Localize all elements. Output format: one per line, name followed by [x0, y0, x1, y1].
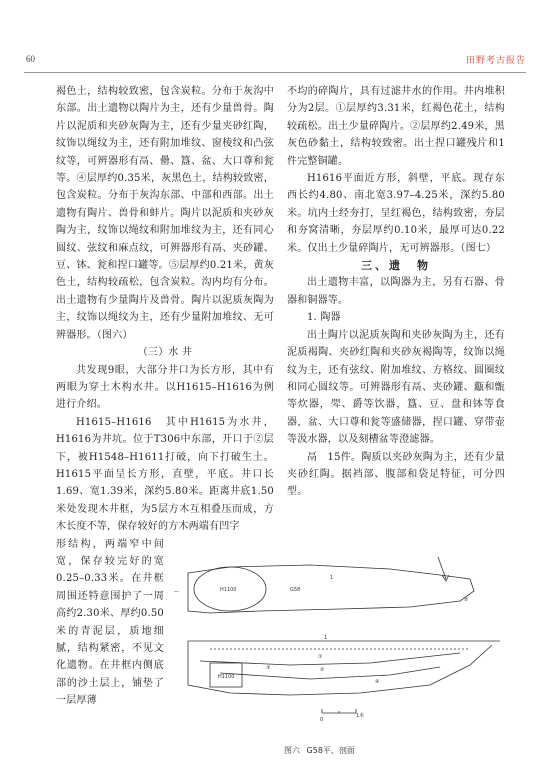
- subsection-heading: 1. 陶器: [307, 312, 341, 324]
- figure-g58-plan-section: [170, 545, 510, 755]
- figure-label: 1: [330, 575, 334, 581]
- header-rule: [24, 72, 526, 73]
- figure-label: ①: [318, 654, 323, 660]
- figure-label: ④: [375, 679, 380, 685]
- paragraph: 不均的碎陶片，具有过滤井水的作用。井内堆积分为2层。①层厚约3.31米，红褐色花土，结构较疏松。出土少量碎陶片。②层厚约2.49米，黑灰色砂黏土，结构较致密。出土捏口罐残片和1件完整铜罐。: [287, 86, 505, 167]
- paragraph-wrap: 形结构，两端窄中间宽，保存较完好的宽0.25–0.33米。在井框周围还特意围护了一周高约2.30米、厚约0.50米的青泥层，质地细腻，结构紧密，不见文化遗物。在井框内侧底部的沙土层上，铺垫了一层厚薄: [56, 538, 164, 707]
- figure-label: ③: [266, 665, 271, 671]
- paragraph: 共发现9眼，大部分井口为长方形，其中有两眼为穿土木构水井。以H1615–H1616为例进行介绍。: [56, 364, 274, 411]
- figure-drawing: [170, 545, 510, 745]
- journal-title: 田野考古报告: [465, 56, 526, 66]
- page-header: [24, 54, 526, 74]
- paragraph: 出土陶片以泥质灰陶和夹砂灰陶为主，还有泥质褐陶、夹砂红陶和夹砂灰褐陶等，纹饰以绳纹为主，还有弦纹、附加堆纹、方格纹、圆圈纹和同心圆纹等。可辨器形有鬲、夹砂罐、甗和甑等炊器，斝、爵等饮器，簋、豆、盘和钵等食器，盆、大口尊和瓮等盛储器，捏口罐、穿带壶等汲水器，以及刻槽盆等澄滤器。: [287, 329, 505, 446]
- figure-caption: [284, 745, 359, 756]
- figure-label: —: [174, 589, 179, 595]
- right-column: [287, 83, 505, 501]
- section-heading: 三、遗 物: [361, 259, 431, 273]
- paragraph: 出土遗物丰富，以陶器为主，另有石器、骨器和铜器等。: [287, 277, 505, 306]
- paragraph: 鬲 15件。陶质以夹砂灰陶为主，还有少量夹砂红陶。据裆部、腹部和袋足特征，可分四型。: [287, 451, 505, 498]
- paragraph: H1616平面近方形，斜壁，平底。现存东西长约4.80、南北宽3.97–4.25米，深约5.80米。坑内土经夯打，呈红褐色，结构致密，夯层和夯窝清晰，夯层厚约0.10米，最厚可达0.22米。仅出土少量碎陶片，无可辨器形。（图七）: [287, 173, 505, 254]
- figure-label: ⑤: [464, 597, 469, 603]
- paragraph: H1615–H1616 其中H1615为水井，H1616为井坑。位于T306中东部，开口于②层下，被H1548–H1611打破，向下打破生土。H1615平面呈长方形，直壁，平底。井口长1.69、宽1.39米，深约5.80米。距离井底1.50米处发现木井框，为5层方木互相叠压而成，方木长度不等，保存较好的方木两端有凹字: [56, 416, 274, 533]
- scale-unit-label: 1米: [356, 713, 365, 719]
- figure-label: G58: [290, 587, 301, 593]
- figure-label: ②: [320, 667, 325, 673]
- scale-zero-label: 0: [320, 717, 324, 723]
- paragraph: 褐色土，结构较致密，包含炭粒。分布于灰沟中东部。出土遗物以陶片为主，还有少量兽骨。陶片以泥质和夹砂灰陶为主，还有少量夹砂红陶，纹饰以绳纹为主，还有附加堆纹、窗棱纹和凸弦纹等，可辨器形有鬲、罍、簋、盆、大口尊和瓮等。④层厚约0.35米，灰黑色土，结构较致密，包含炭粒。分布于灰沟东部、中部和西部。出土遗物有陶片、兽骨和蚌片。陶片以泥质和夹砂灰陶为主，纹饰以绳纹和附加堆纹为主，还有同心圆纹、弦纹和麻点纹，可辨器形有鬲、夹砂罐、豆、钵、瓮和捏口罐等。⑤层厚约0.21米，黄灰色土，结构较疏松，包含炭粒。沟内均有分布。出土遗物有少量陶片及兽骨。陶片以泥质灰陶为主，纹饰以绳纹为主，还有少量附加堆纹、无可辨器形。（图六）: [56, 86, 274, 341]
- subsection-heading: （三）水 井: [137, 347, 193, 359]
- figure-label: 1: [324, 635, 328, 641]
- figure-title: G58平、剖面: [306, 746, 355, 755]
- figure-number: 图六: [284, 746, 300, 755]
- figure-label: H1100: [220, 587, 237, 593]
- page-number: 60: [26, 54, 35, 64]
- figure-label: H1100: [218, 674, 235, 680]
